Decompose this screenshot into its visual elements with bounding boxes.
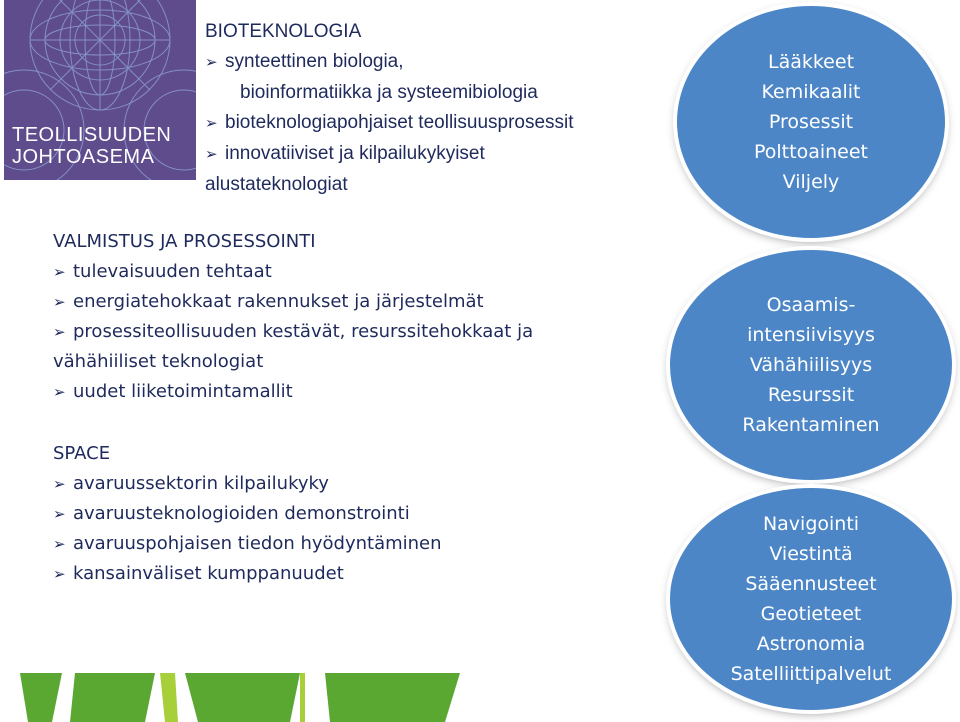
arrow-bullet-icon: ➢ bbox=[205, 146, 218, 163]
arrow-bullet-icon: ➢ bbox=[205, 115, 218, 132]
arrow-bullet-icon: ➢ bbox=[53, 505, 66, 523]
list-item bbox=[205, 108, 574, 139]
arrow-bullet-icon: ➢ bbox=[53, 293, 66, 311]
theme-circle-manufacturing bbox=[670, 250, 952, 480]
arrow-bullet-icon: ➢ bbox=[53, 323, 66, 341]
list-item bbox=[53, 559, 442, 589]
arrow-bullet-icon: ➢ bbox=[53, 475, 66, 493]
list-item-text: avaruussektorin kilpailukyky bbox=[73, 473, 329, 494]
circle-label: intensiivisyys bbox=[747, 324, 875, 346]
list-item-text: synteettinen biologia, bbox=[225, 51, 404, 72]
circle-label: Navigointi bbox=[762, 513, 860, 535]
list-item bbox=[53, 499, 442, 529]
list-item-text: bioteknologiapohjaiset teollisuusprosessit bbox=[225, 112, 574, 133]
list-item bbox=[205, 170, 574, 200]
list-item bbox=[53, 317, 533, 347]
circle-label: Sääennusteet bbox=[745, 573, 877, 595]
list-item-text: kansainväliset kumppanuudet bbox=[73, 563, 344, 584]
arrow-bullet-icon: ➢ bbox=[53, 565, 66, 583]
logo-text-line2: JOHTOASEMA bbox=[12, 146, 155, 168]
list-item bbox=[53, 347, 533, 377]
list-item bbox=[205, 139, 574, 170]
space-heading: SPACE bbox=[53, 443, 111, 464]
theme-circle-biotech bbox=[677, 6, 945, 238]
circle-label: Viestintä bbox=[769, 543, 853, 565]
circle-label: Osaamis- bbox=[766, 294, 856, 316]
list-item-text: prosessiteollisuuden kestävät, resurssitehokkaat ja bbox=[73, 321, 534, 342]
list-item-text: alustateknologiat bbox=[205, 174, 348, 195]
circle-label: Lääkkeet bbox=[767, 51, 855, 73]
biotech-section bbox=[205, 17, 574, 200]
list-item-text: avaruuspohjaisen tiedon hyödyntäminen bbox=[73, 533, 442, 554]
list-item-text: tulevaisuuden tehtaat bbox=[73, 261, 272, 282]
list-item bbox=[53, 529, 442, 559]
list-item-text: bioinformatiikka ja systeemibiologia bbox=[240, 82, 538, 103]
circle-label: Geotieteet bbox=[760, 603, 862, 625]
circle-label: Rakentaminen bbox=[742, 414, 880, 436]
arrow-bullet-icon: ➢ bbox=[53, 535, 66, 553]
list-item bbox=[205, 78, 574, 108]
arrow-bullet-icon: ➢ bbox=[205, 54, 218, 71]
manufacturing-section bbox=[53, 227, 533, 407]
list-item-text: uudet liiketoimintamallit bbox=[73, 381, 293, 402]
circle-label: Resurssit bbox=[767, 384, 855, 406]
circle-label: Vähähiilisyys bbox=[749, 354, 873, 376]
circle-label: Prosessit bbox=[768, 111, 854, 133]
circle-label: Polttoaineet bbox=[754, 141, 868, 163]
circle-label: Satelliittipalvelut bbox=[730, 663, 892, 685]
footer-stripes-graphic bbox=[0, 673, 960, 722]
list-item bbox=[53, 287, 533, 317]
manufacturing-heading: VALMISTUS JA PROSESSOINTI bbox=[53, 231, 316, 252]
list-item-text: avaruusteknologioiden demonstrointi bbox=[73, 503, 410, 524]
circle-label: Kemikaalit bbox=[761, 81, 861, 103]
circle-label: Viljely bbox=[782, 171, 840, 193]
space-section bbox=[53, 439, 442, 589]
logo-text-line1: TEOLLISUUDEN bbox=[12, 124, 172, 146]
list-item-text: innovatiiviset ja kilpailukykyiset bbox=[225, 143, 485, 164]
list-item bbox=[205, 47, 574, 78]
arrow-bullet-icon: ➢ bbox=[53, 383, 66, 401]
arrow-bullet-icon: ➢ bbox=[53, 263, 66, 281]
list-item-text: energiatehokkaat rakennukset ja järjestelmät bbox=[73, 291, 484, 312]
list-item-text: vähähiiliset teknologiat bbox=[53, 351, 264, 372]
teollisuuden-johtoasema-logo bbox=[4, 0, 196, 180]
circle-label: Astronomia bbox=[756, 633, 866, 655]
list-item bbox=[53, 257, 533, 287]
list-item bbox=[53, 377, 533, 407]
list-item bbox=[53, 469, 442, 499]
biotech-heading: BIOTEKNOLOGIA bbox=[205, 21, 362, 42]
